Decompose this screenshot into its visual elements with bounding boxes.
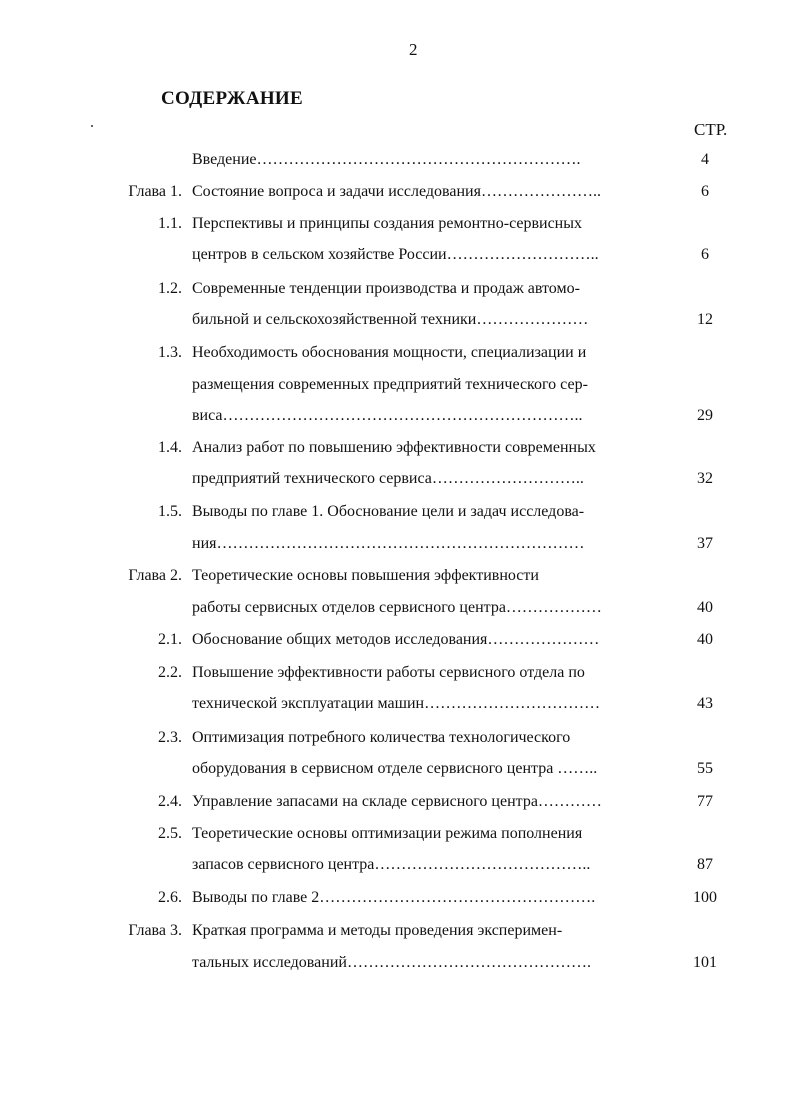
- toc-entry-label: 1.1.: [158, 215, 182, 232]
- toc-entry: [0, 889, 798, 913]
- toc-entry-label: Глава 2.: [128, 567, 182, 584]
- toc-entry-text: размещения современных предприятий технического сер-: [192, 376, 588, 393]
- toc-entry-text: Повышение эффективности работы сервисного отдела по: [192, 664, 585, 681]
- toc-entry: [0, 664, 798, 688]
- toc-entry-page: 4: [701, 151, 709, 168]
- toc-entry-page: 101: [693, 954, 717, 971]
- page-title: СОДЕРЖАНИЕ: [161, 88, 303, 109]
- toc-entry: [0, 151, 798, 175]
- toc-entry: [0, 439, 798, 463]
- toc-entry-text: Введение…………………………………………………….: [192, 151, 581, 168]
- toc-entry-page: 100: [693, 889, 717, 906]
- toc-entry: [0, 215, 798, 239]
- toc-entry-text: Теоретические основы повышения эффективности: [192, 567, 539, 584]
- toc-entry-page: 40: [697, 631, 713, 648]
- toc-entry-text: бильной и сельскохозяйственной техники…………………: [192, 311, 589, 328]
- toc-entry-page: 29: [697, 407, 713, 424]
- toc-entry-continuation: [0, 311, 798, 335]
- toc-entry-continuation: [0, 856, 798, 880]
- toc-entry-label: 1.5.: [158, 503, 182, 520]
- toc-entry: [0, 280, 798, 304]
- toc-entry-text: тальных исследований……………………………………….: [192, 954, 591, 971]
- toc-entry-label: 2.6.: [158, 889, 182, 906]
- toc-entry: [0, 183, 798, 207]
- toc-entry-continuation: [0, 599, 798, 623]
- toc-entry-text: технической эксплуатации машин……………………………: [192, 695, 601, 712]
- toc-entry-continuation: [0, 246, 798, 270]
- toc-entry-label: 2.4.: [158, 793, 182, 810]
- toc-entry-continuation: [0, 376, 798, 400]
- toc-entry-page: 43: [697, 695, 713, 712]
- toc-entry-page: 6: [701, 246, 709, 263]
- toc-entry: [0, 729, 798, 753]
- toc-entry-text: Оптимизация потребного количества технологического: [192, 729, 571, 746]
- toc-entry-label: 1.4.: [158, 439, 182, 456]
- toc-entry-page: 37: [697, 535, 713, 552]
- page-number: 2: [409, 40, 418, 59]
- toc-entry-text: запасов сервисного центра…………………………………..: [192, 856, 591, 873]
- toc-entry-page: 40: [697, 599, 713, 616]
- toc-entry-page: 77: [697, 793, 713, 810]
- toc-entry: [0, 825, 798, 849]
- toc-entry-text: Современные тенденции производства и продаж автомо-: [192, 280, 580, 297]
- toc-entry: [0, 503, 798, 527]
- toc-entry-label: 2.1.: [158, 631, 182, 648]
- toc-entry-text: Перспективы и принципы создания ремонтно-сервисных: [192, 215, 582, 232]
- toc-entry-text: Управление запасами на складе сервисного центра…………: [192, 793, 602, 810]
- pages-column-header: СТР.: [694, 120, 728, 139]
- toc-entry-text: оборудования в сервисном отделе сервисного центра ……..: [192, 760, 598, 777]
- toc-entry-page: 87: [697, 856, 713, 873]
- toc-entry: [0, 567, 798, 591]
- toc-entry-page: 55: [697, 760, 713, 777]
- toc-entry-text: ния……………………………………………………………: [192, 535, 585, 552]
- toc-entry-label: Глава 1.: [128, 183, 182, 200]
- toc-entry-label: Глава 3.: [128, 922, 182, 939]
- toc-entry-text: Обоснование общих методов исследования…………………: [192, 631, 600, 648]
- toc-entry-label: 1.3.: [158, 344, 182, 361]
- toc-entry-label: 2.5.: [158, 825, 182, 842]
- toc-entry: [0, 631, 798, 655]
- toc-entry-continuation: [0, 470, 798, 494]
- toc-entry-label: 2.3.: [158, 729, 182, 746]
- toc-entry-continuation: [0, 954, 798, 978]
- toc-entry: [0, 922, 798, 946]
- toc-entry-page: 6: [701, 183, 709, 200]
- toc-entry: [0, 344, 798, 368]
- toc-entry-text: предприятий технического сервиса………………………..: [192, 470, 584, 487]
- toc-entry-continuation: [0, 535, 798, 559]
- toc-entry-page: 32: [697, 470, 713, 487]
- toc-entry-text: Выводы по главе 2…………………………………………….: [192, 889, 596, 906]
- toc-entry-text: работы сервисных отделов сервисного центра………………: [192, 599, 602, 616]
- scan-speck: [91, 125, 93, 127]
- toc-entry-text: Краткая программа и методы проведения эксперимен-: [192, 922, 563, 939]
- toc-entry-continuation: [0, 695, 798, 719]
- toc-entry-text: виса…………………………………………………………..: [192, 407, 583, 424]
- toc-entry-continuation: [0, 760, 798, 784]
- toc-entry-text: Необходимость обоснования мощности, специализации и: [192, 344, 587, 361]
- toc-entry-text: Выводы по главе 1. Обоснование цели и задач исследова-: [192, 503, 585, 520]
- toc-entry-text: Теоретические основы оптимизации режима пополнения: [192, 825, 583, 842]
- toc-entry-text: Анализ работ по повышению эффективности современных: [192, 439, 596, 456]
- toc-entry-label: 2.2.: [158, 664, 182, 681]
- toc-entry: [0, 793, 798, 817]
- toc-entry-text: Состояние вопроса и задачи исследования…………………..: [192, 183, 601, 200]
- toc-entry-text: центров в сельском хозяйстве России………………………..: [192, 246, 599, 263]
- toc-entry-continuation: [0, 407, 798, 431]
- toc-entry-page: 12: [697, 311, 713, 328]
- toc-entry-label: 1.2.: [158, 280, 182, 297]
